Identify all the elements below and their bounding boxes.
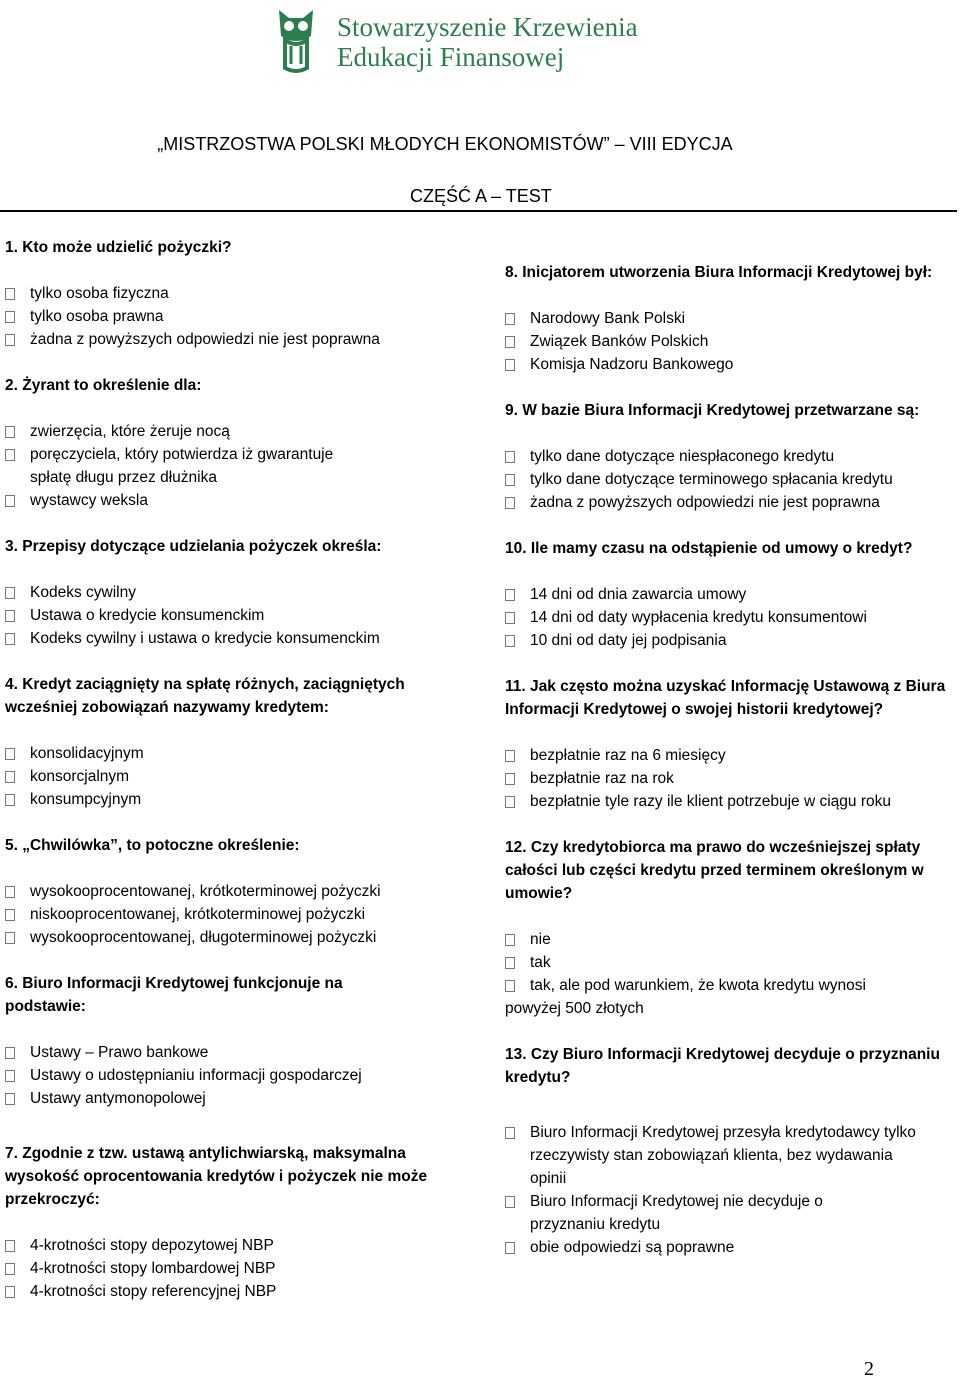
answer-option[interactable] [505, 629, 950, 652]
answer-option[interactable] [5, 1257, 465, 1280]
question-9 [505, 399, 950, 514]
checkbox-icon[interactable] [505, 336, 515, 348]
checkbox-icon[interactable] [5, 1263, 15, 1275]
answer-option[interactable] [505, 767, 950, 790]
logo-line-1: Stowarzyszenie Krzewienia [337, 12, 638, 42]
question-text: 5. „Chwilówka”, to potoczne określenie: [5, 837, 300, 854]
question-text: 11. Jak często można uzyskać Informację Ustawową z Biura Informacji Kredytowej o swojej historii kredytowej? [505, 678, 946, 718]
question-13 [505, 1043, 950, 1259]
question-text: 4. Kredyt zaciągnięty na spłatę różnych, zaciągniętych wcześniej zobowiązań nazywamy kredytem: [5, 676, 405, 716]
checkbox-icon[interactable] [5, 1240, 15, 1252]
header-divider [0, 210, 957, 212]
answer-option[interactable] [5, 581, 465, 604]
answer-option[interactable] [5, 1087, 465, 1110]
question-6 [5, 972, 465, 1110]
checkbox-icon[interactable] [505, 1127, 515, 1139]
option-label: żadna z powyższych odpowiedzi nie jest poprawna [30, 331, 380, 348]
option-label: Ustawy antymonopolowej [30, 1090, 206, 1107]
answer-option[interactable] [5, 903, 465, 926]
option-label: Biuro Informacji Kredytowej przesyła kredytodawcy tylko rzeczywisty stan zobowiązań klienta, bez wydawania opinii [530, 1124, 916, 1187]
option-label: 14 dni od dnia zawarcia umowy [530, 586, 747, 603]
option-label: 4-krotności stopy referencyjnej NBP [30, 1283, 277, 1300]
option-label: żadna z powyższych odpowiedzi nie jest poprawna [530, 494, 880, 511]
option-label: tylko dane dotyczące terminowego spłacania kredytu [530, 471, 893, 488]
answer-options [505, 583, 950, 652]
checkbox-icon[interactable] [5, 449, 15, 461]
answer-options [5, 880, 465, 949]
option-label: niskooprocentowanej, krótkoterminowej pożyczki [30, 906, 366, 923]
option-label: Kodeks cywilny [30, 584, 136, 601]
option-label: Ustawy o udostępnianiu informacji gospodarczej [30, 1067, 362, 1084]
checkbox-icon[interactable] [505, 612, 515, 624]
question-text: 9. W bazie Biura Informacji Kredytowej przetwarzane są: [505, 402, 920, 419]
association-logo [277, 6, 677, 76]
answer-options [505, 445, 950, 514]
answer-option[interactable] [5, 420, 465, 443]
answer-options [5, 1234, 465, 1303]
option-label: 14 dni od daty wypłacenia kredytu konsumentowi [530, 609, 867, 626]
option-label: poręczyciela, który potwierdza iż gwarantuje spłatę długu przez dłużnika [30, 446, 334, 486]
answer-option[interactable] [5, 1280, 465, 1303]
checkbox-icon[interactable] [505, 359, 515, 371]
left-column [5, 236, 465, 1303]
checkbox-icon[interactable] [5, 886, 15, 898]
answer-option[interactable] [5, 443, 465, 489]
option-label: bezpłatnie raz na 6 miesięcy [530, 747, 726, 764]
answer-option[interactable] [505, 1121, 950, 1190]
question-text: 8. Inicjatorem utworzenia Biura Informacji Kredytowej był: [505, 264, 933, 281]
checkbox-icon[interactable] [5, 748, 15, 760]
checkbox-icon[interactable] [505, 980, 515, 992]
answer-option[interactable] [505, 744, 950, 767]
page-number: 2 [864, 1358, 874, 1380]
question-11 [505, 675, 950, 813]
checkbox-icon[interactable] [505, 796, 515, 808]
question-text: 13. Czy Biuro Informacji Kredytowej decyduje o przyznaniu kredytu? [505, 1046, 940, 1086]
question-8 [505, 261, 950, 376]
option-label: Ustawa o kredycie konsumenckim [30, 607, 265, 624]
question-12 [505, 836, 950, 1020]
checkbox-icon[interactable] [505, 1242, 515, 1254]
answer-option[interactable] [505, 468, 950, 491]
checkbox-icon[interactable] [505, 1196, 515, 1208]
checkbox-icon[interactable] [5, 587, 15, 599]
answer-option[interactable] [5, 742, 465, 765]
checkbox-icon[interactable] [5, 426, 15, 438]
answer-options [505, 744, 950, 813]
option-label: konsorcjalnym [30, 768, 130, 785]
owl-logo-icon [277, 6, 315, 74]
logo-text [337, 12, 638, 72]
answer-option[interactable] [5, 489, 465, 512]
option-label: wysokooprocentowanej, długoterminowej pożyczki [30, 929, 377, 946]
checkbox-icon[interactable] [505, 957, 515, 969]
answer-option[interactable] [5, 1041, 465, 1064]
checkbox-icon[interactable] [5, 1070, 15, 1082]
option-label: Narodowy Bank Polski [530, 310, 686, 327]
checkbox-icon[interactable] [5, 610, 15, 622]
answer-option[interactable] [5, 880, 465, 903]
checkbox-icon[interactable] [505, 589, 515, 601]
question-text: 2. Żyrant to określenie dla: [5, 377, 202, 394]
option-label: wystawcy weksla [30, 492, 148, 509]
answer-option[interactable] [5, 1234, 465, 1257]
option-label: tylko osoba fizyczna [30, 285, 169, 302]
answer-options [5, 581, 465, 650]
option-label: Biuro Informacji Kredytowej nie decyduje o przyznaniu kredytu [530, 1193, 823, 1233]
answer-option[interactable] [5, 765, 465, 788]
option-label: tylko dane dotyczące niespłaconego kredytu [530, 448, 835, 465]
answer-option[interactable] [505, 1190, 950, 1236]
option-label: tak, ale pod warunkiem, że kwota kredytu wynosi [530, 977, 866, 994]
checkbox-icon[interactable] [505, 474, 515, 486]
answer-option[interactable] [505, 445, 950, 468]
answer-option[interactable] [505, 951, 950, 974]
option-label: nie [530, 931, 551, 948]
option-label: bezpłatnie raz na rok [530, 770, 674, 787]
question-4 [5, 673, 465, 811]
checkbox-icon[interactable] [505, 451, 515, 463]
option-label: 10 dni od daty jej podpisania [530, 632, 727, 649]
checkbox-icon[interactable] [505, 934, 515, 946]
option-label: Ustawy – Prawo bankowe [30, 1044, 209, 1061]
option-label: zwierzęcia, które żeruje nocą [30, 423, 230, 440]
checkbox-icon[interactable] [5, 288, 15, 300]
answer-options [5, 282, 465, 351]
answer-options [505, 928, 950, 997]
checkbox-icon[interactable] [5, 334, 15, 346]
checkbox-icon[interactable] [505, 313, 515, 325]
option-label: bezpłatnie tyle razy ile klient potrzebuje w ciągu roku [530, 793, 891, 810]
option-label: tak [530, 954, 551, 971]
option-label: 4-krotności stopy lombardowej NBP [30, 1260, 276, 1277]
answer-option[interactable] [5, 305, 465, 328]
checkbox-icon[interactable] [5, 633, 15, 645]
answer-option[interactable] [505, 928, 950, 951]
checkbox-icon[interactable] [5, 771, 15, 783]
answer-option[interactable] [5, 282, 465, 305]
answer-option[interactable] [5, 328, 465, 351]
answer-option[interactable] [505, 583, 950, 606]
checkbox-icon[interactable] [5, 1093, 15, 1105]
answer-options [5, 420, 465, 512]
option-continuation: powyżej 500 złotych [505, 1000, 644, 1017]
question-text: 6. Biuro Informacji Kredytowej funkcjonuje na podstawie: [5, 975, 343, 1015]
right-column [505, 261, 950, 1259]
answer-option[interactable] [505, 491, 950, 514]
question-text: 7. Zgodnie z tzw. ustawą antylichwiarską, maksymalna wysokość oprocentowania kredytów i pożyczek nie może przekroczyć: [5, 1145, 428, 1208]
section-title: CZĘŚĆ A – TEST [410, 186, 552, 206]
question-3 [5, 535, 465, 650]
question-text: 10. Ile mamy czasu na odstąpienie od umowy o kredyt? [505, 540, 913, 557]
checkbox-icon[interactable] [5, 1047, 15, 1059]
checkbox-icon[interactable] [5, 932, 15, 944]
checkbox-icon[interactable] [5, 1286, 15, 1298]
option-label: Związek Banków Polskich [530, 333, 709, 350]
question-7 [5, 1142, 465, 1303]
option-label: Komisja Nadzoru Bankowego [530, 356, 734, 373]
answer-option[interactable] [505, 1236, 950, 1259]
option-label: Kodeks cywilny i ustawa o kredycie konsumenckim [30, 630, 380, 647]
answer-option[interactable] [505, 974, 950, 997]
question-text: 12. Czy kredytobiorca ma prawo do wcześniejszej spłaty całości lub części kredytu przed terminem określonym w umowie? [505, 839, 924, 902]
page-title: „MISTRZOSTWA POLSKI MŁODYCH EKONOMISTÓW” – VIII EDYCJA [157, 134, 733, 154]
checkbox-icon[interactable] [5, 909, 15, 921]
option-label: konsolidacyjnym [30, 745, 144, 762]
answer-option[interactable] [5, 604, 465, 627]
option-label: obie odpowiedzi są poprawne [530, 1239, 735, 1256]
question-text: 3. Przepisy dotyczące udzielania pożyczek określa: [5, 538, 382, 555]
option-label: tylko osoba prawna [30, 308, 164, 325]
answer-options [505, 1121, 950, 1259]
option-label: wysokooprocentowanej, krótkoterminowej pożyczki [30, 883, 381, 900]
option-label: konsumpcyjnym [30, 791, 142, 808]
checkbox-icon[interactable] [505, 773, 515, 785]
answer-option[interactable] [505, 790, 950, 813]
answer-option[interactable] [505, 330, 950, 353]
question-10 [505, 537, 950, 652]
question-text: 1. Kto może udzielić pożyczki? [5, 239, 232, 256]
checkbox-icon[interactable] [5, 311, 15, 323]
question-5 [5, 834, 465, 949]
checkbox-icon[interactable] [505, 750, 515, 762]
answer-option[interactable] [5, 627, 465, 650]
answer-option[interactable] [5, 926, 465, 949]
option-label: 4-krotności stopy depozytowej NBP [30, 1237, 274, 1254]
logo-line-2: Edukacji Finansowej [337, 42, 565, 72]
answer-option[interactable] [505, 353, 950, 376]
question-2 [5, 374, 465, 512]
answer-options [505, 307, 950, 376]
checkbox-icon[interactable] [5, 495, 15, 507]
answer-option[interactable] [5, 1064, 465, 1087]
question-1 [5, 236, 465, 351]
answer-options [5, 742, 465, 811]
checkbox-icon[interactable] [505, 497, 515, 509]
answer-options [5, 1041, 465, 1110]
answer-option[interactable] [505, 307, 950, 330]
checkbox-icon[interactable] [5, 794, 15, 806]
checkbox-icon[interactable] [505, 635, 515, 647]
answer-option[interactable] [5, 788, 465, 811]
answer-option[interactable] [505, 606, 950, 629]
